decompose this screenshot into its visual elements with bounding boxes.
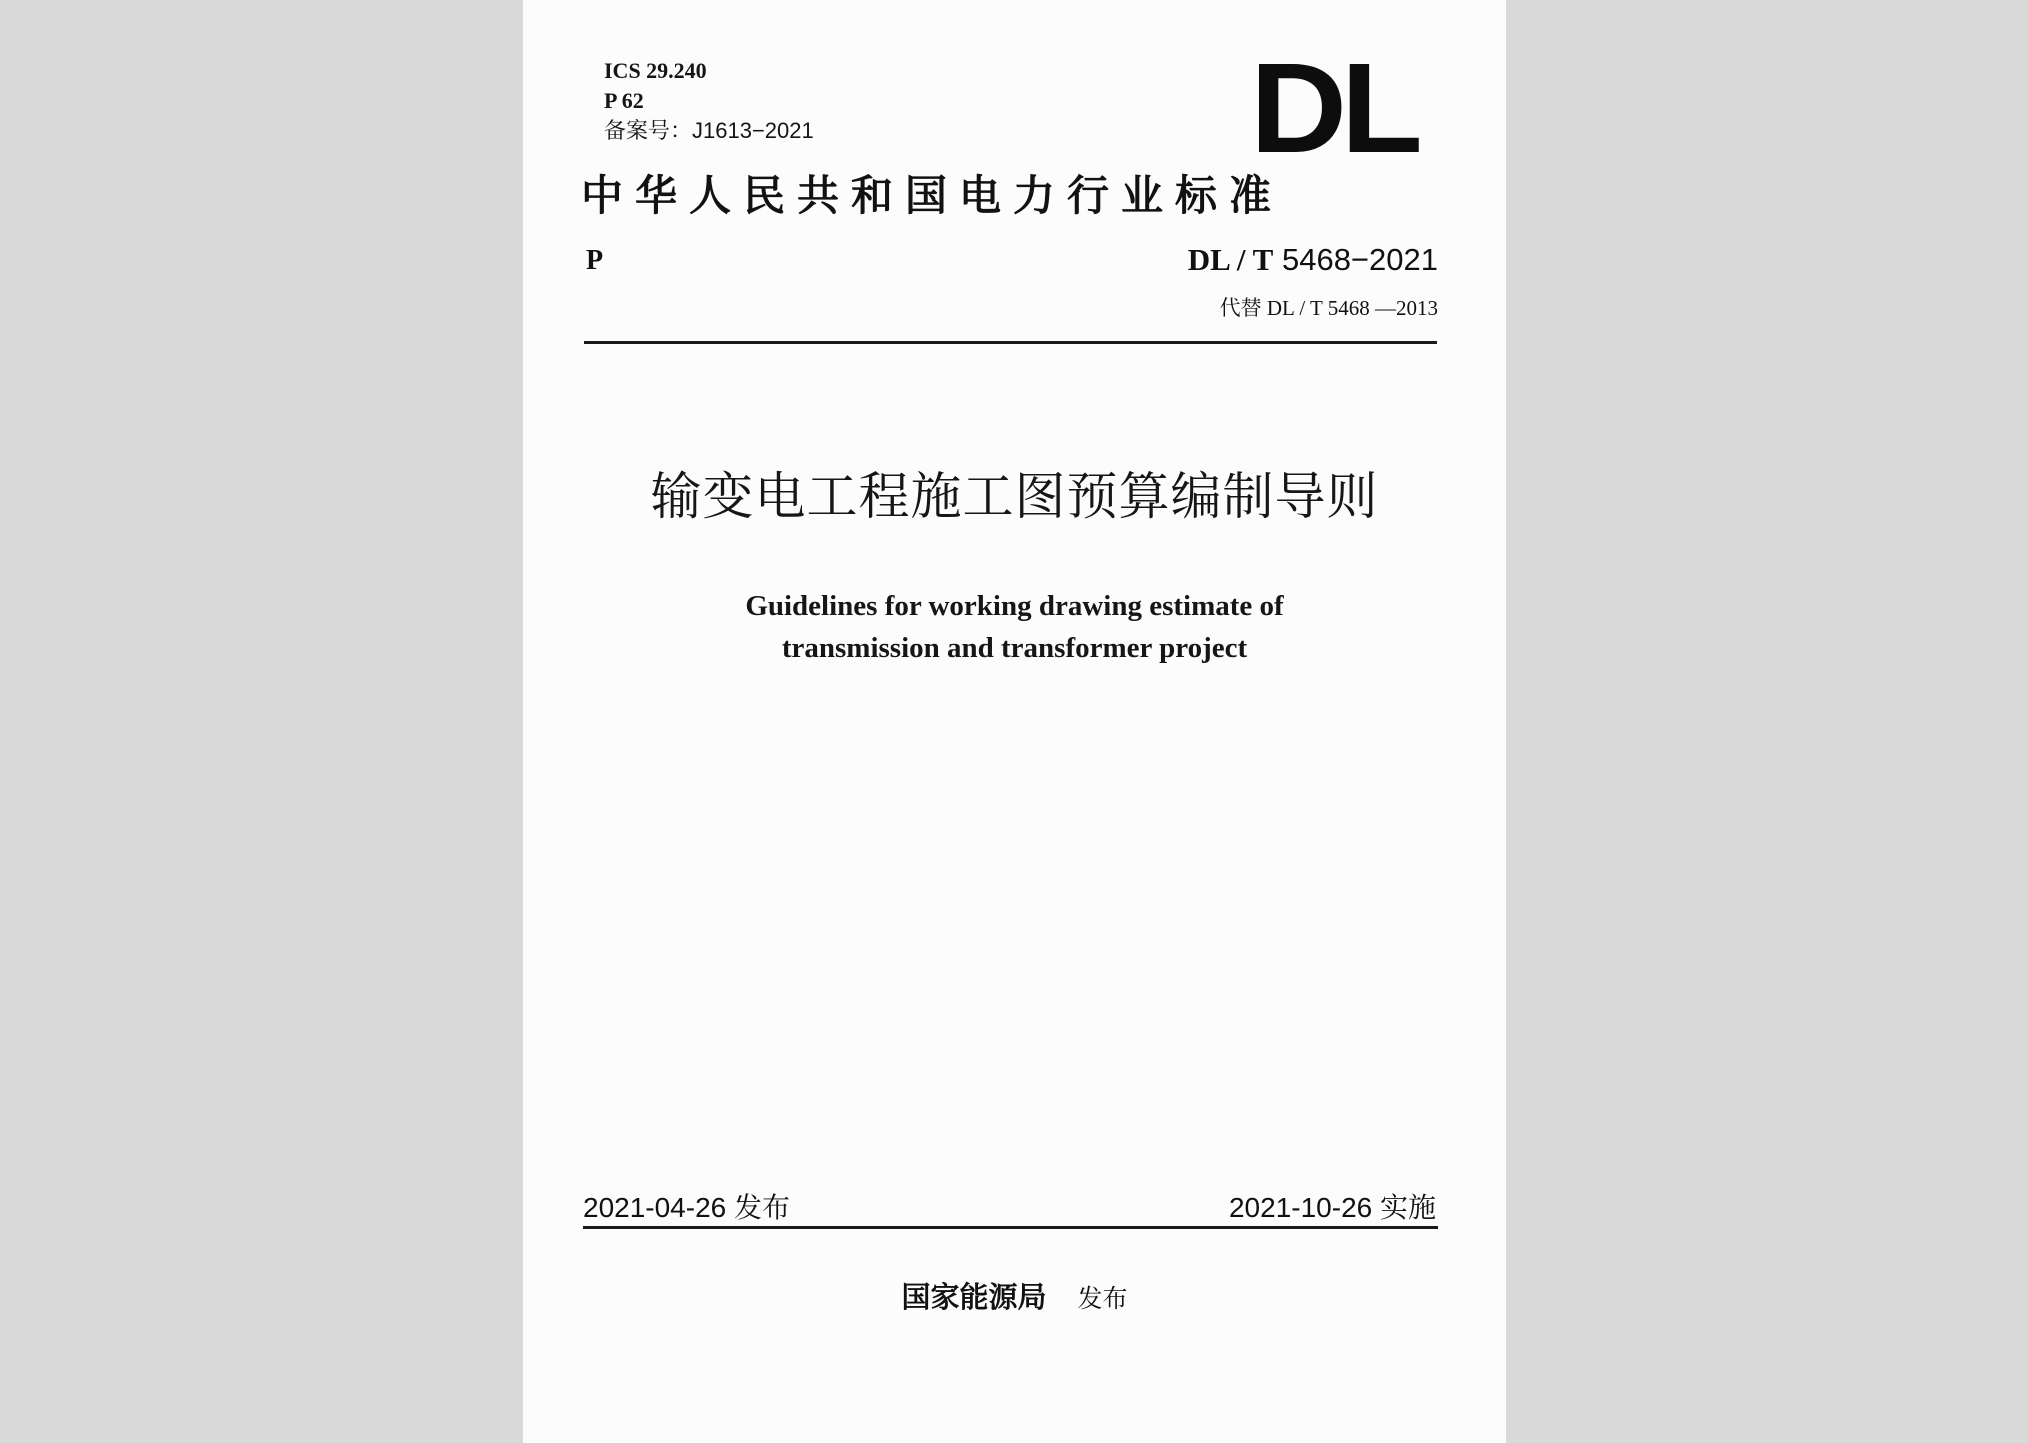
category-code: P bbox=[586, 245, 604, 276]
title-en-line-2: transmission and transformer project bbox=[781, 632, 1248, 664]
title-en-line-1: Guidelines for working drawing estimate of bbox=[745, 590, 1284, 622]
class-code: P 62 bbox=[604, 88, 644, 113]
standard-title: 中华人民共和国电力行业标准 bbox=[581, 171, 1284, 220]
replaces-standard: 代替 DL / T 5468 —2013 bbox=[1219, 296, 1438, 320]
implementation-date: 2021-10-26 实施 bbox=[1228, 1192, 1436, 1223]
standard-number bbox=[1188, 242, 1438, 278]
ics-code: ICS 29.240 bbox=[604, 58, 707, 83]
header-meta bbox=[604, 56, 814, 146]
document-cover-page bbox=[523, 0, 1506, 1443]
dl-logo: DL bbox=[1250, 37, 1417, 180]
issue-date: 2021-04-26 发布 bbox=[583, 1192, 791, 1223]
publisher-org: 国家能源局 bbox=[901, 1280, 1047, 1314]
standard-number-value: 5468−2021 bbox=[1281, 242, 1438, 277]
standard-number-prefix: DL / T bbox=[1187, 242, 1274, 277]
publisher-action: 发布 bbox=[1077, 1284, 1128, 1313]
top-divider bbox=[584, 341, 1437, 344]
record-number: 备案号：J1613−2021 bbox=[604, 118, 814, 143]
document-title-cn: 输变电工程施工图预算编制导则 bbox=[650, 468, 1379, 527]
publisher-line bbox=[523, 1275, 1506, 1316]
bottom-divider bbox=[583, 1226, 1438, 1229]
document-title-en bbox=[523, 585, 1506, 669]
